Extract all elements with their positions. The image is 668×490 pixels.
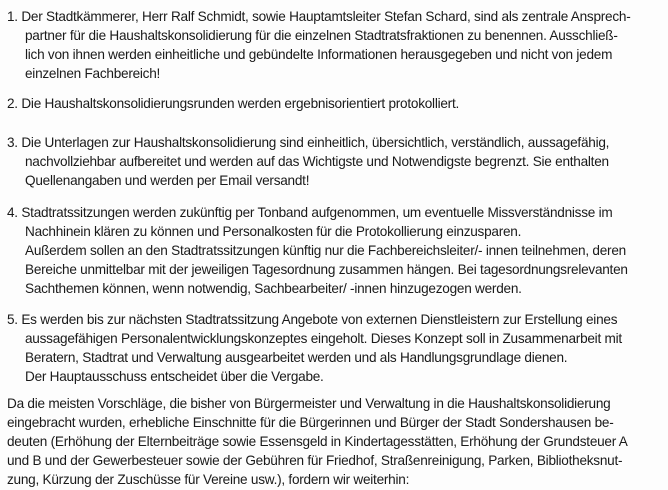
text-line: Sachthemen können, wenn notwendig, Sachbearbeiter/ -innen hinzugezogen werden.	[25, 281, 522, 296]
text-line: deuten (Erhöhung der Elternbeiträge sowie Essensgeld in Kindertagesstätten, Erhöhung der Grundsteuer A	[7, 434, 628, 449]
text-line: 5. Es werden bis zur nächsten Stadtratssitzung Angebote von externen Dienstleistern zur Erstellung eines	[7, 312, 618, 327]
closing-paragraph	[0, 394, 668, 489]
text-line: Bereiche unmittelbar mit der jeweiligen Tagesordnung zusammen hängen. Bei tagesordnungsrelevanten	[25, 262, 628, 277]
item-5-angebote	[0, 310, 668, 386]
text-line: nachvollziehbar aufbereitet und werden auf das Wichtigste und Notwendigste begrenzt. Sie enthalten	[25, 154, 609, 169]
text-line: Nachhinein klären zu können und Personalkosten für die Protokollierung einzusparen.	[25, 224, 522, 239]
text-line: 3. Die Unterlagen zur Haushaltskonsolidierung sind einheitlich, übersichtlich, verständlich, aussagefähig,	[7, 135, 610, 150]
text-line: Da die meisten Vorschläge, die bisher von Bürgermeister und Verwaltung in die Haushaltskonsolidierung	[7, 396, 611, 411]
text-line: 4. Stadtratssitzungen werden zukünftig per Tonband aufgenommen, um eventuelle Missverständnisse im	[7, 205, 613, 220]
text-line: einzelnen Fachbereich!	[25, 66, 161, 81]
text-line: eingebracht wurden, erhebliche Einschnitte für die Bürgerinnen und Bürger der Stadt Sondershausen be-	[7, 415, 614, 430]
text-line: zung, Kürzung der Zuschüsse für Vereine usw.), fordern wir weiterhin:	[7, 472, 410, 487]
text-line: Quellenangaben und werden per Email versandt!	[25, 173, 310, 188]
text-line: partner für die Haushaltskonsolidierung für die einzelnen Stadtratsfraktionen zu benennen. Ausschließ-	[25, 28, 618, 43]
text-line: Der Hauptausschuss entscheidet über die Vergabe.	[25, 369, 324, 384]
text-line: lich von ihnen werden einheitliche und gebündelte Informationen herausgegeben und nicht von jedem	[25, 47, 613, 62]
text-line: Beratern, Stadtrat und Verwaltung ausgearbeitet werden und als Handlungsgrundlage dienen.	[25, 350, 568, 365]
text-line: aussagefähigen Personalentwicklungskonzeptes eingeholt. Dieses Konzept soll in Zusammenarbeit mit	[25, 331, 622, 346]
item-1-stadtkaemmerer	[0, 7, 668, 83]
text-line: 1. Der Stadtkämmerer, Herr Ralf Schmidt, sowie Hauptamtsleiter Stefan Schard, sind als zentrale Ansprech-	[7, 9, 631, 24]
item-3-unterlagen	[0, 133, 668, 190]
text-line: Außerdem sollen an den Stadtratssitzungen künftig nur die Fachbereichsleiter/- innen teilnehmen, deren	[25, 243, 626, 258]
item-4-stadtratssitzungen	[0, 203, 668, 298]
text-line: und B und der Gewerbesteuer sowie der Gebühren für Friedhof, Straßenreinigung, Parken, Bibliotheksnut-	[7, 453, 623, 468]
item-2-protokoll	[0, 94, 668, 113]
text-line: 2. Die Haushaltskonsolidierungsrunden werden ergebnisorientiert protokolliert.	[7, 96, 460, 111]
